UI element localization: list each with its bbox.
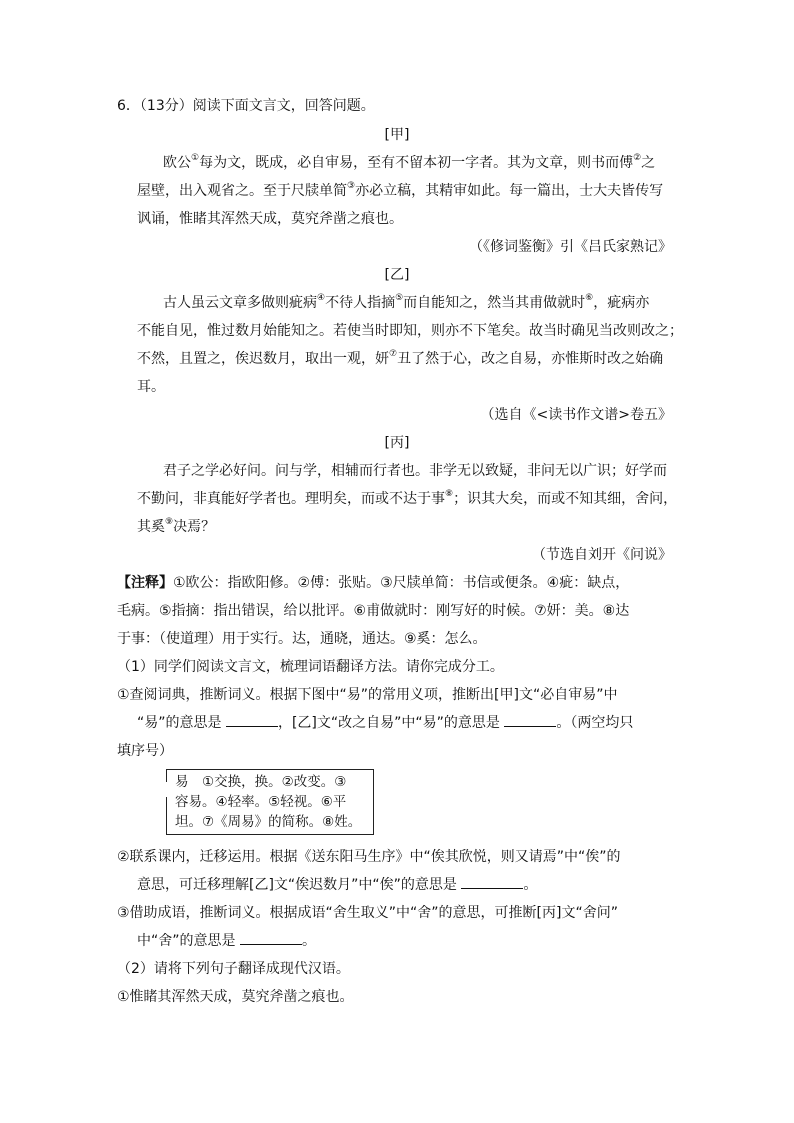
part1-item3-line1: ③借助成语，推断词义。根据成语“舍生取义”中“舍”的意思，可推断[丙]文“舍问” [117,905,618,921]
part2-item1: ①惟睹其浑然天成，莫究斧凿之痕也。 [117,989,354,1005]
passage-yi-source: （选自《<读书作文谱>卷五》 [480,407,672,423]
notes-line-1: 【注释】①欧公：指欧阳修。②傅：张贴。③尺牍单简：书信或便条。④疵：缺点， [117,575,630,591]
part1-item2-line1: ②联系课内，迁移运用。根据《送东阳马生序》中“俟其欣悦，则又请焉”中“俟”的 [117,849,621,865]
dictionary-callout [166,769,374,835]
passage-bing-line-1: 君子之学必好问。问与学，相辅而行者也。非学无以致疑，非问无以广识；好学而 [163,463,667,479]
passage-yi-line-2: 不能自见，惟过数月始能知之。若使当时即知，则亦不下笔矣。故当时确见当改则改之； [137,323,683,339]
passage-jia-line-2: 屋壁，出入观省之。至于尺牍单简③亦必立稿，其精审如此。每一篇出，士大夫皆传写 [137,181,664,199]
passage-jia-line-1: 欧公①每为文，既成，必自审易，至有不留本初一字者。其为文章，则书而傅②之 [163,153,656,171]
footnote-marker: ① [191,153,200,163]
footnote-marker: ⑦ [389,349,398,359]
passage-bing-label: [丙] [384,435,410,451]
part1-item1-line2: “易”的意思是 ，[乙]文“改之自易”中“易”的意思是 。（两空均只 [137,715,634,731]
notes-line-2: 毛病。⑤指摘：指出错误，给以批评。⑥甫做就时：刚写好的时候。⑦妍：美。⑧达 [117,603,630,619]
dictionary-line-3: 坦。⑦《周易》的简称。⑧姓。 [175,814,362,830]
dictionary-line-2: 容易。④轻率。⑤轻视。⑥平 [175,794,347,810]
passage-jia-source: （《修词鉴衡》引《吕氏家熟记》 [469,239,672,255]
footnote-marker: ⑥ [585,293,594,303]
callout-tail-gap [165,782,167,797]
passage-jia-label: [甲] [384,127,410,143]
answer-blank[interactable] [240,932,302,945]
dictionary-line-1: 易 ①交换，换。②改变。③ [175,774,347,790]
footnote-marker: ⑤ [395,293,404,303]
passage-yi-line-3: 不然，且置之，俟迟数月，取出一观，妍⑦丑了然于心，改之自易，亦惟斯时改之始确 [137,349,664,367]
part2-intro: （2）请将下列句子翻译成现代汉语。 [117,961,350,977]
footnote-marker: ④ [317,293,326,303]
part1-item3-line2: 中“舍”的意思是 。 [137,933,316,949]
part1-item1-line3: 填序号） [117,743,173,759]
part1-intro: （1）同学们阅读文言文，梳理词语翻译方法。请你完成分工。 [117,659,504,675]
passage-yi-line-4: 耳。 [137,379,165,395]
passage-bing-line-3: 其奚⑨决焉？ [137,517,216,535]
answer-blank[interactable] [226,714,278,727]
footnote-marker: ② [633,153,642,163]
answer-blank[interactable] [461,876,523,889]
part1-item1-line1: ①查阅词典，推断词义。根据下图中“易”的常用义项，推断出[甲]文“必自审易”中 [117,687,618,703]
footnote-marker: ⑨ [165,517,174,527]
footnote-marker: ③ [347,181,356,191]
question-header: 6．（13分）阅读下面文言文，回答问题。 [117,98,375,114]
answer-blank[interactable] [504,714,556,727]
passage-bing-line-2: 不勤问，非真能好学者也。理明矣，而或不达于事⑧；识其大矣，而或不知其细，舍问， [137,489,678,507]
footnote-marker: ⑧ [445,489,454,499]
passage-yi-label: [乙] [384,267,410,283]
passage-jia-line-3: 讽诵，惟睹其浑然天成，莫究斧凿之痕也。 [137,211,403,227]
notes-heading: 【注释】 [117,575,173,591]
part1-item2-line2: 意思，可迁移理解[乙]文“俟迟数月”中“俟”的意思是 。 [137,877,538,893]
notes-line-3: 于事：（使道理）用于实行。达，通晓，通达。⑨奚：怎么。 [117,631,487,647]
passage-bing-source: （节选自刘开《问说》 [532,547,672,563]
passage-yi-line-1: 古人虽云文章多做则疵病④不待人指摘⑤而自能知之，然当其甫做就时⑥，疵病亦 [163,293,650,311]
